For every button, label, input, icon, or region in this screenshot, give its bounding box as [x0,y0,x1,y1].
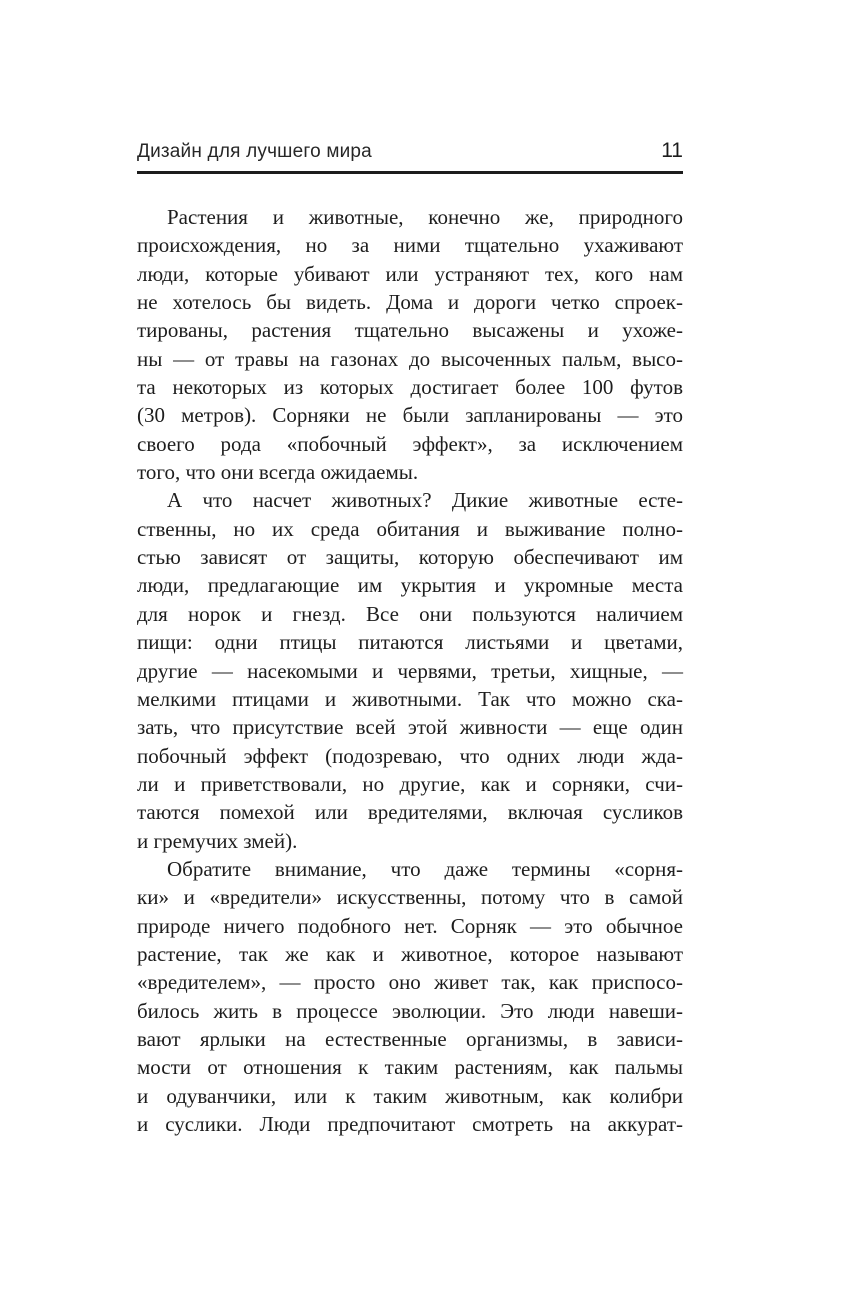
text-line: и гремучих змей). [137,828,298,853]
text-line: (30 метров). Сорняки не были запланированы — это [137,403,683,428]
text-line: мости от отношения к таким растениям, как пальмы [137,1055,683,1080]
text-line: стью зависят от защиты, которую обеспечивают им [137,545,683,570]
text-line: вают ярлыки на естественные организмы, в зависи- [137,1026,683,1051]
text-line: ны — от травы на газонах до высоченных пальм, высо- [137,346,683,371]
text-line: другие — насекомыми и червями, третьи, хищные, — [137,658,683,683]
text-line: для норок и гнезд. Все они пользуются наличием [137,601,683,626]
text-line: таются помехой или вредителями, включая сусликов [137,800,683,825]
text-line: «вредителем», — просто оно живет так, как приспосо- [137,970,683,995]
paragraph [137,486,683,854]
text-line: билось жить в процессе эволюции. Это люди навеши- [137,998,683,1023]
page-body [137,203,683,1138]
text-line: та некоторых из которых достигает более 100 футов [137,375,683,400]
paragraph [137,203,683,486]
header-title: Дизайн для лучшего мира [137,141,372,162]
running-header [137,140,683,174]
text-line: своего рода «побочный эффект», за исключением [137,431,683,456]
text-line: ли и приветствовали, но другие, как и сорняки, счи- [137,771,683,796]
paragraph [137,855,683,1138]
text-line: тированы, растения тщательно высажены и ухоже- [137,318,683,343]
text-line: ственны, но их среда обитания и выживание полно- [137,516,683,541]
text-line: ки» и «вредители» искусственны, потому что в самой [137,885,683,910]
text-line: мелкими птицами и животными. Так что можно ска- [137,686,683,711]
text-line: Растения и животные, конечно же, природного [167,205,683,229]
text-line: люди, которые убивают или устраняют тех, кого нам [137,261,683,286]
text-line: зать, что присутствие всей этой живности — еще один [137,715,683,740]
page-number: 11 [661,139,683,162]
text-line: пищи: одни птицы питаются листьями и цветами, [137,630,683,655]
text-line: происхождения, но за ними тщательно ухаживают [137,233,683,258]
text-line: люди, предлагающие им укрытия и укромные места [137,573,683,598]
text-line: Обратите внимание, что даже термины «сорня- [167,856,683,881]
text-line: и одуванчики, или к таким животным, как колибри [137,1083,683,1108]
text-line: растение, так же как и животное, которое называют [137,941,683,966]
text-line: А что насчет животных? Дикие животные есте- [167,488,683,513]
text-line: и суслики. Люди предпочитают смотреть на аккурат- [137,1112,683,1136]
text-line: не хотелось бы видеть. Дома и дороги четко спроек- [137,290,683,315]
text-line: природе ничего подобного нет. Сорняк — это обычное [137,913,683,938]
text-line: того, что они всегда ожидаемы. [137,460,419,485]
text-line: побочный эффект (подозреваю, что одних люди жда- [137,743,683,768]
